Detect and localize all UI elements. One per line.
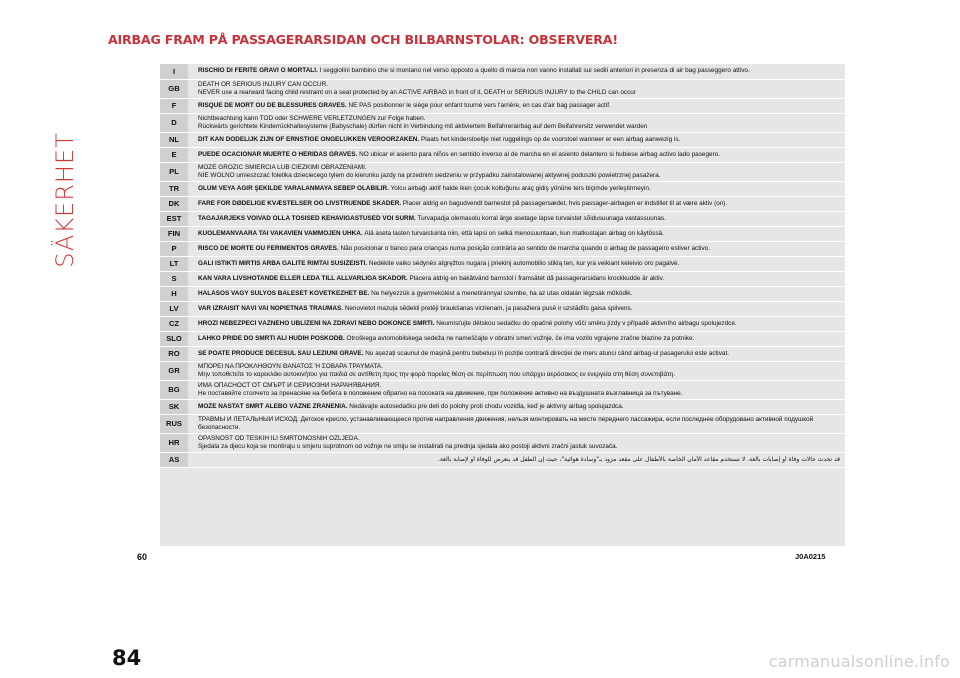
warning-body: Nu așezați scaunul de mașină pentru bebeluși în poziție contrară direcției de mers atunci când airbag-ul pasagerului este activat. — [365, 349, 730, 357]
warning-line — [198, 185, 840, 193]
language-code: HR — [160, 433, 188, 452]
warning-text — [188, 132, 845, 147]
warning-text — [188, 286, 845, 301]
warning-text — [188, 79, 845, 98]
warning-text — [188, 113, 845, 132]
warning-row-fin — [160, 226, 845, 241]
warning-text — [188, 256, 845, 271]
warning-lead: DEATH OR SERIOUS INJURY CAN OCCUR. — [198, 80, 328, 88]
warning-lead: ИМА ОПАСНОСТ ОТ СМЪРТ И СЕРИОЗНИ НАРАНЯВАНИЯ. — [198, 381, 382, 389]
warning-line — [198, 245, 840, 253]
warning-lead: ÖLÜM VEYA AĞIR ŞEKİLDE YARALANMAYA SEBEP OLABİLİR. — [198, 184, 389, 192]
page-heading: AIRBAG FRAM PÅ PASSAGERARSIDAN OCH BILBARNSTOLAR: OBSERVERA! — [108, 32, 618, 47]
warning-line — [198, 456, 840, 464]
warning-row-hr — [160, 433, 845, 452]
warning-lead: RISCO DE MORTE OU FERIMENTOS GRAVES. — [198, 244, 339, 252]
warning-line — [198, 350, 840, 358]
language-code: RO — [160, 346, 188, 361]
warning-row-gb — [160, 79, 845, 98]
warning-line — [198, 260, 840, 268]
warning-line — [198, 290, 840, 298]
figure-code: J0A0215 — [795, 552, 826, 561]
warning-row-lt — [160, 256, 845, 271]
warning-row-gr — [160, 361, 845, 380]
warning-body: Ne helyezzük a gyermekülést a menetiránnyal szembe, ha az utas oldalán légzsák működik. — [371, 289, 633, 297]
warning-lead: RISCHIO DI FERITE GRAVI O MORTALI. — [198, 67, 318, 75]
warning-line — [198, 102, 840, 110]
warning-body: Otroškega avtomobilskega sedeža ne nameščajte v obratni smeri vožnje, če ima vozilo vgrajene zračne blazine za potnike. — [346, 334, 695, 342]
language-code: H — [160, 286, 188, 301]
language-code: PL — [160, 162, 188, 181]
warning-row-e — [160, 147, 845, 162]
warning-body: Turvapadja olemasolu korral ärge asetage lapse turvaistet sõidusuunaga vastassuunas. — [417, 214, 666, 222]
warning-line — [198, 335, 840, 343]
warning-body: Μην τοποθετείτε το καρεκλάκι αυτοκινήτου για παιδιά σε αντίθετη προς την φορά πορείας θέση σε περίπτωση που υπάρχει αερόσακος εν ενεργεία στη θέση συνεπιβάτη. — [198, 370, 676, 378]
warning-body: Sjedala za djecu koja se montiraju u smjeru suprotnom od vožnje ne smiju se instalirati na prednja sjedala ako postoji aktivni zračni jastuk suvozača. — [198, 442, 618, 450]
warning-text — [188, 196, 845, 211]
warning-body: Placer aldrig en bagudvendt barnestol på passagersædet, hvis passager-airbagen er indstillet til at være aktiv (on). — [402, 199, 728, 207]
warning-text — [188, 64, 845, 79]
warning-lead: RISQUE DE MORT OU DE BLESSURES GRAVES. — [198, 101, 347, 109]
figure-page-label: 60 — [137, 552, 148, 562]
warning-table-container — [160, 64, 845, 546]
warning-line — [198, 151, 840, 159]
warning-body: Neumísťujte dětskou sedačku do opačné polohy vůči směru jízdy v případě aktivního airbagu spolujezdce. — [436, 319, 737, 327]
warning-body: NE PAS positionner le siège pour enfant tourné vers l'arrière, en cas d'air bag passager actif. — [348, 101, 611, 109]
warning-text — [188, 361, 845, 380]
language-code: NL — [160, 132, 188, 147]
section-side-title — [50, 132, 80, 268]
warning-row-slo — [160, 331, 845, 346]
warning-text — [188, 98, 845, 113]
warning-line — [198, 67, 840, 75]
language-code: P — [160, 241, 188, 256]
warning-body: ТРАВМЫ И ЛЕТАЛЬНЫЙ ИСХОД. Детское кресло, устанавливающееся против направления движения, нельзя монтировать на месте переднего пассажира, если последнее оборудовано активной подушкой безопасности. — [198, 415, 814, 431]
section-side-title-text: SÄKERHET — [51, 132, 79, 268]
warning-row-lv — [160, 301, 845, 316]
warning-text — [188, 147, 845, 162]
warning-lead: DIT KAN DODELIJK ZIJN OF ERNSTIGE ONGELUKKEN VEROORZAKEN. — [198, 135, 420, 143]
language-code: FIN — [160, 226, 188, 241]
warning-body: Nenovietot mazuļa sēdekli pretēji braukšanas virzienam, ja pasažiera pusē ir uzstādīts gaisa spilvens. — [344, 304, 633, 312]
warning-lead: GALI IŠTIKTI MIRTIS ARBA GALITE RIMTAI SUSIŽEISTI. — [198, 259, 368, 267]
warning-text — [188, 162, 845, 181]
warning-row-d — [160, 113, 845, 132]
warning-line — [198, 215, 840, 223]
warning-text — [188, 452, 845, 467]
language-code: EST — [160, 211, 188, 226]
warning-row-s — [160, 271, 845, 286]
language-code: BG — [160, 380, 188, 399]
warning-lead: SE POATE PRODUCE DECESUL SAU LEZIUNI GRAVE. — [198, 349, 364, 357]
warning-text — [188, 271, 845, 286]
page-number: 84 — [112, 646, 142, 670]
warning-text — [188, 414, 845, 433]
warning-line — [198, 320, 840, 328]
watermark: carmanualsonline.info — [768, 652, 950, 671]
warning-line — [198, 230, 840, 238]
warning-row-f — [160, 98, 845, 113]
warning-body: Rückwärts gerichtete Kinderrückhaltesysteme (Babyschale) dürfen nicht in Verbindung mit aktiviertem Beifahrerairbag auf dem Beifahrersitz verwendet warden — [198, 122, 648, 130]
warning-row-h — [160, 286, 845, 301]
language-code: S — [160, 271, 188, 286]
warning-body: قد تحدث حالات وفاة أو إصابات بالغة. لا تستخدم مقاعد الأمان الخاصة بالأطفال على مقعد مزود بـ"وسادة هوائية"، حيث إن الطفل قد يتعرض للوفاة أو لإصابة بالغة. — [437, 455, 840, 463]
warning-text — [188, 346, 845, 361]
warning-line — [198, 136, 840, 144]
warning-line — [198, 275, 840, 283]
warning-body: Älä aseta lasten turvaistuinta niin, että lapsi on selkä menosuuntaan, kun matkustajan airbag on käytössä. — [364, 229, 664, 237]
warning-text — [188, 241, 845, 256]
warning-lead: LAHKO PRIDE DO SMRTI ALI HUDIH POŠKODB. — [198, 334, 345, 342]
warning-row-as — [160, 452, 845, 467]
language-code: E — [160, 147, 188, 162]
warning-lead: KUOLEMANVAARA TAI VAKAVIEN VAMMOJEN UHKA. — [198, 229, 363, 237]
warning-text — [188, 301, 845, 316]
warning-row-tr — [160, 181, 845, 196]
warning-text — [188, 226, 845, 241]
warning-text — [188, 316, 845, 331]
language-code: DK — [160, 196, 188, 211]
language-code: D — [160, 113, 188, 132]
warning-text — [188, 181, 845, 196]
warning-row-nl — [160, 132, 845, 147]
warning-body: NEVER use a rearward facing child restraint on a seat protected by an ACTIVE AIRBAG in front of it, DEATH or SERIOUS INJURY to the CHILD can occur — [198, 88, 636, 96]
warning-text — [188, 433, 845, 452]
warning-body: NO ubicar el asiento para niños en sentido inverso al de marcha en el asiento delantero si hubiese airbag activo lado pasegero. — [359, 150, 721, 158]
language-code: SK — [160, 399, 188, 414]
warning-row-pl — [160, 162, 845, 181]
warning-lead: VAR IZRAISĪT NĀVI VAI NOPIETNAS TRAUMAS. — [198, 304, 343, 312]
warning-lead: FARE FOR DØDELIGE KVÆSTELSER OG LIVSTRUENDE SKADER. — [198, 199, 402, 207]
warning-body: Plaats het kinderstoeltje niet ruggelings op de voorstoel wanneer er een airbag aanwezig is. — [420, 135, 681, 143]
warning-row-cz — [160, 316, 845, 331]
warning-body: Não posicionar o banco para crianças numa posição contrária ao sentido de marcha quando o airbag de passageiro estiver activo. — [340, 244, 710, 252]
warning-text — [188, 380, 845, 399]
warning-line — [198, 403, 840, 411]
warning-row-sk — [160, 399, 845, 414]
warning-lead: OPASNOST OD TEŠKIH ILI SMRTONOSNIH OZLJEDA. — [198, 434, 360, 442]
warning-row-rus — [160, 414, 845, 433]
warning-text — [188, 211, 845, 226]
warning-text — [188, 331, 845, 346]
language-code: I — [160, 64, 188, 79]
language-code: AS — [160, 452, 188, 467]
language-code: F — [160, 98, 188, 113]
warning-table — [160, 64, 845, 468]
warning-body: Nedávajte autosedačku pre deti do polohy proti chodu vozidla, keď je aktívny airbag spolujazdca. — [349, 402, 624, 410]
warning-line — [198, 200, 840, 208]
warning-row-i — [160, 64, 845, 79]
warning-lead: PUEDE OCACIONAR MUERTE O HERIDAS GRAVES. — [198, 150, 358, 158]
warning-row-p — [160, 241, 845, 256]
language-code: GB — [160, 79, 188, 98]
language-code: RUS — [160, 414, 188, 433]
warning-body: Nedėkite vaiko sėdynės atgręžtos nugara į priekinį automobilio stiklą ten, kur yra veikiant keleivio oro pagalvė. — [368, 259, 680, 267]
language-code: LV — [160, 301, 188, 316]
warning-body: NIE WOLNO umieszczać foletika dzieciecego tylem do kierunku jazdy na przednim siedzeniu w przypadku zainstalowanej aktywnej poduszki powietrznej pasażera. — [198, 171, 661, 179]
language-code: GR — [160, 361, 188, 380]
warning-lead: ΜΠΟΡΕΙ ΝΑ ΠΡΟΚΛΗΘΟΥΝ ΘΑΝΑΤΟΣ Ή ΣΟΒΑΡΑ ΤΡΑΥΜΑΤΑ. — [198, 362, 383, 370]
language-code: SLO — [160, 331, 188, 346]
warning-row-dk — [160, 196, 845, 211]
warning-lead: TAGAJÄRJEKS VÕIVAD OLLA TÕSISED KEHAVIGASTUSED VÕI SURM. — [198, 214, 416, 222]
warning-table-body — [160, 64, 845, 467]
language-code: CZ — [160, 316, 188, 331]
warning-body: Не поставяйте столчето за пренасяне на бебета в положение обратно на посоката на движение, при положение активно на въздушната възглавница за пътуване. — [198, 389, 683, 397]
language-code: LT — [160, 256, 188, 271]
warning-row-est — [160, 211, 845, 226]
warning-lead: MOŻE GROZIĆ ŚMIERCIA LUB CIEŻKIMI OBRAŻENIAMI. — [198, 163, 367, 171]
warning-body: Placera aldrig en bakåtvänd barnstol i framsätet då passagerarsidans krockkudde är aktiv. — [409, 274, 665, 282]
warning-lead: Nichtbeachtung kann TOD oder SCHWERE VERLETZUNGEN zur Folge haben. — [198, 114, 426, 122]
warning-line — [198, 305, 840, 313]
warning-lead: HALÁSOS VAGY SÚLYOS BALESET KÖVETKEZHET BE. — [198, 289, 370, 297]
language-code: TR — [160, 181, 188, 196]
warning-body: I seggiolini bambino che si montano nel verso opposto a quello di marcia non vanno installati sui sedili anteriori in presenza di air bag passeggero attivo. — [319, 67, 750, 75]
warning-text — [188, 399, 845, 414]
warning-lead: MÔŽE NASTAŤ SMRŤ ALEBO VÁŽNE ZRANENIA. — [198, 402, 348, 410]
warning-body: Yolcu airbağı aktif halde iken çocuk koltuğunu araç gidiş yönüne ters biçimde yerleştirmeyin. — [390, 184, 651, 192]
warning-lead: HROZÍ NEBEZPEČÍ VÁŽNÉHO UBLÍŽENÍ NA ZDRAVÍ NEBO DOKONCE SMRTI. — [198, 319, 435, 327]
warning-row-bg — [160, 380, 845, 399]
warning-lead: KAN VARA LIVSHOTANDE ELLER LEDA TILL ALLVARLIGA SKADOR. — [198, 274, 408, 282]
warning-row-ro — [160, 346, 845, 361]
